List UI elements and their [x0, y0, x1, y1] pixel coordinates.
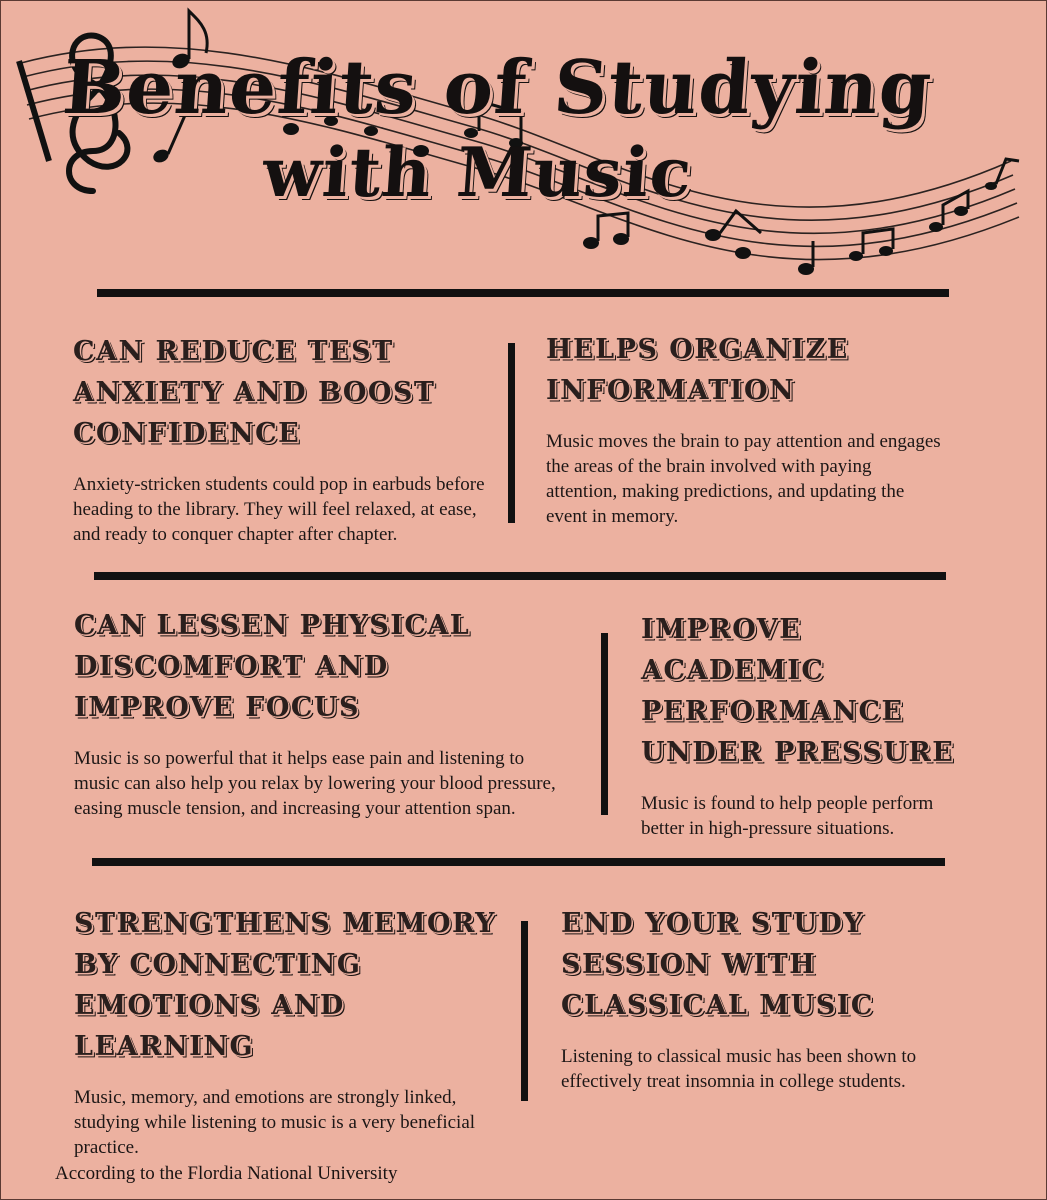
divider-middle [94, 572, 946, 580]
section-body: Music is so powerful that it helps ease pain and listening to music can also help you relax by lowering your blood pressure, easing muscle tension, and increasing your attention span. [74, 748, 556, 819]
section-body: Listening to classical music has been shown to effectively treat insomnia in college students. [561, 1046, 917, 1092]
section-heading: CAN REDUCE TEST ANXIETY AND BOOST CONFIDENCE [73, 336, 436, 449]
section-heading: IMPROVE ACADEMIC PERFORMANCE UNDER PRESSURE [641, 614, 955, 768]
section-heading: CAN LESSEN PHYSICAL DISCOMFORT AND IMPROVE FOCUS [74, 610, 471, 723]
section-body: Music, memory, and emotions are strongly linked, studying while listening to music is a very beneficial practice. [74, 1087, 476, 1158]
divider-top [97, 289, 949, 297]
section-heading: END YOUR STUDY SESSION WITH CLASSICAL MUSIC [561, 908, 874, 1021]
section-body: Music moves the brain to pay attention and engages the areas of the brain involved with paying attention, making predictions, and updating the event in memory. [546, 431, 941, 527]
page-title-line-2: with Music [260, 133, 695, 213]
section-classical-music [561, 903, 961, 1094]
column-separator-3 [521, 921, 528, 1101]
section-heading: HELPS ORGANIZE INFORMATION [546, 334, 849, 406]
column-separator-2 [601, 633, 608, 815]
column-separator-1 [508, 343, 515, 523]
section-body: Music is found to help people perform better in high-pressure situations. [641, 793, 934, 839]
divider-bottom [92, 858, 945, 866]
section-test-anxiety [73, 331, 493, 547]
section-physical-discomfort [74, 605, 574, 821]
page-title-line-1: Benefits of Studying [59, 45, 935, 131]
section-body: Anxiety-stricken students could pop in earbuds before heading to the library. They will feel relaxed, at ease, and ready to conquer chapter after chapter. [73, 474, 485, 545]
section-academic-performance [641, 609, 966, 841]
staff-end-bar [19, 61, 49, 161]
section-heading: STRENGTHENS MEMORY BY CONNECTING EMOTIONS AND LEARNING [74, 908, 496, 1062]
section-strengthens-memory [74, 903, 504, 1160]
source-credit: According to the Flordia National University [55, 1163, 398, 1184]
section-organize-information [546, 329, 946, 529]
